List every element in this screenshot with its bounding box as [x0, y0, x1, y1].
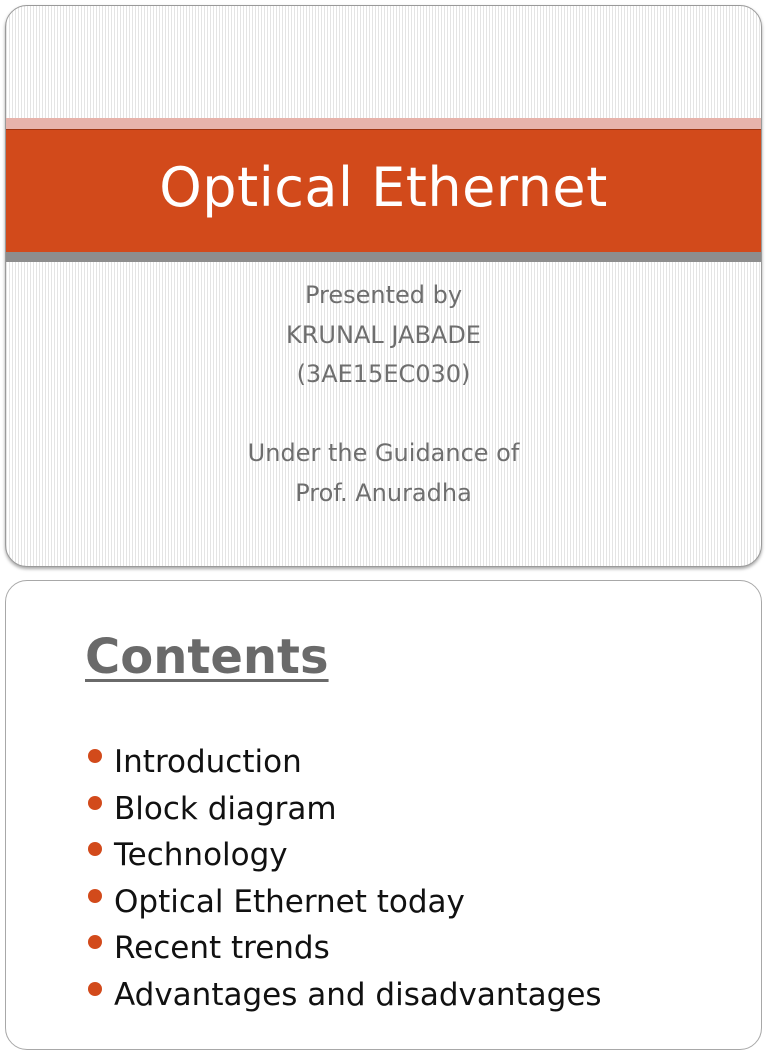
title-band-accent-top — [6, 118, 761, 129]
list-item-label: Optical Ethernet today — [114, 883, 465, 920]
title-slide[interactable] — [5, 5, 762, 567]
presented-by-label: Presented by — [304, 281, 463, 309]
subtitle-block — [6, 276, 761, 513]
list-item-label: Introduction — [114, 744, 302, 781]
list-item — [88, 739, 602, 786]
bullet-dot-icon — [88, 749, 102, 763]
bullet-dot-icon — [88, 982, 102, 996]
contents-heading: Contents — [85, 629, 329, 685]
list-item — [88, 832, 602, 879]
presenter-id: (3AE15EC030) — [296, 360, 471, 388]
subtitle-spacer — [6, 395, 761, 435]
list-item — [88, 925, 602, 972]
list-item-label: Block diagram — [114, 790, 337, 827]
guidance-label: Under the Guidance of — [247, 439, 520, 467]
list-item — [88, 786, 602, 833]
list-item-label: Recent trends — [114, 930, 330, 967]
contents-slide[interactable] — [5, 580, 762, 1050]
slide-title: Optical Ethernet — [159, 155, 608, 219]
bullet-dot-icon — [88, 935, 102, 949]
bullet-dot-icon — [88, 796, 102, 810]
list-item — [88, 972, 602, 1019]
presenter-name: KRUNAL JABADE — [286, 320, 481, 349]
list-item-label: Technology — [114, 837, 288, 874]
bullet-dot-icon — [88, 889, 102, 903]
title-band-accent-bottom — [6, 252, 761, 262]
contents-list — [88, 739, 602, 1018]
bullet-dot-icon — [88, 842, 102, 856]
guide-name: Prof. Anuradha — [295, 478, 472, 507]
list-item — [88, 879, 602, 926]
title-band — [6, 129, 761, 252]
list-item-label: Advantages and disadvantages — [114, 976, 602, 1013]
